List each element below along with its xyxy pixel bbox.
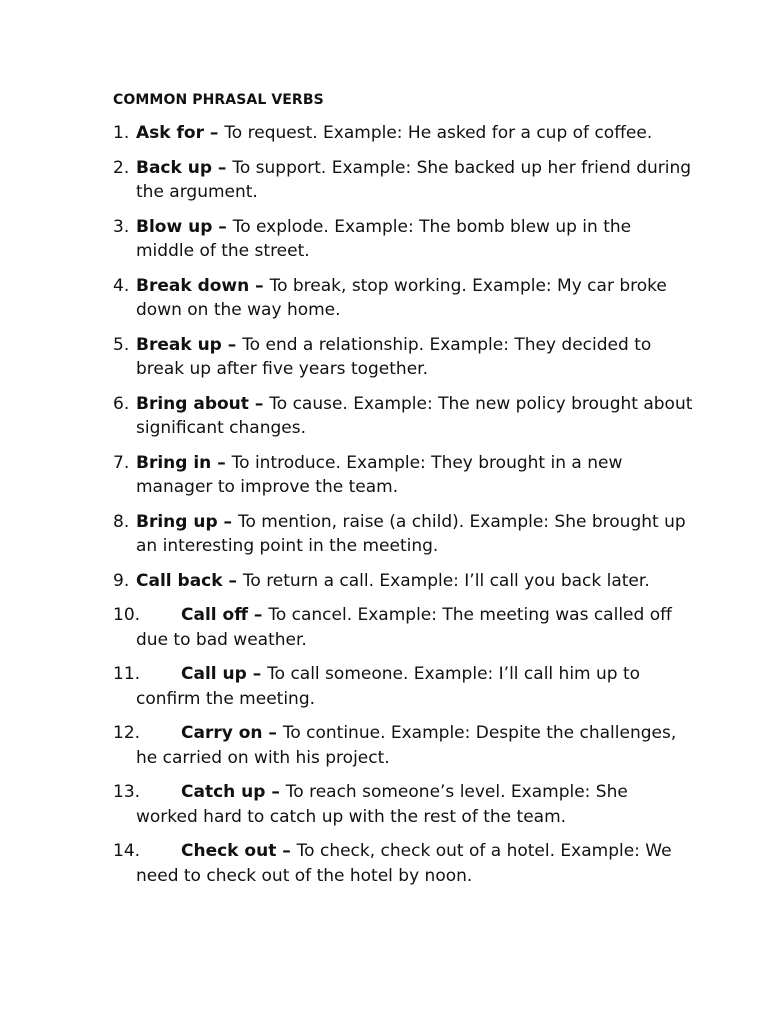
item-number: 7. [113, 452, 130, 473]
term-separator: – [276, 841, 297, 861]
phrasal-verb-term: Blow up [136, 216, 213, 237]
item-number: 2. [113, 157, 130, 178]
phrasal-verb-term: Ask for [136, 123, 204, 143]
phrasal-verb-definition: To continue. Example: Despite the challenges, he carried on with his project. [136, 723, 677, 768]
phrasal-verb-term: Break down [136, 275, 250, 296]
phrasal-verb-term: Carry on [181, 723, 263, 743]
list-item [113, 839, 693, 888]
list-item [113, 721, 693, 770]
item-number: 6. [113, 393, 130, 414]
item-number: 9. [113, 570, 130, 591]
phrasal-verb-definition: To support. Example: She backed up her friend during the argument. [136, 157, 692, 202]
phrasal-verb-term: Bring in [136, 452, 212, 473]
list-item [113, 274, 693, 323]
phrasal-verb-definition: To mention, raise (a child). Example: She brought up an interesting point in the meeting. [136, 511, 686, 556]
phrasal-verb-definition: To cancel. Example: The meeting was called off due to bad weather. [136, 605, 672, 650]
phrasal-verb-definition: To check, check out of a hotel. Example: We need to check out of the hotel by noon. [136, 841, 672, 886]
list-item [113, 603, 693, 652]
item-number: 12. [113, 723, 141, 743]
phrasal-verb-term: Back up [136, 157, 213, 178]
phrasal-verb-term: Call off [181, 605, 248, 625]
phrasal-verb-definition: To cause. Example: The new policy brought about significant changes. [136, 393, 693, 438]
phrasal-verb-definition: To call someone. Example: I’ll call him up to confirm the meeting. [136, 664, 641, 709]
term-separator: – [249, 275, 270, 296]
phrasal-verb-term: Check out [181, 841, 277, 861]
item-number: 13. [113, 782, 141, 802]
list-item [113, 662, 693, 711]
term-separator: – [247, 605, 269, 625]
phrasal-verb-term: Call up [181, 664, 247, 684]
term-separator: – [203, 123, 225, 143]
list-item [113, 121, 693, 146]
phrasal-verb-definition: To return a call. Example: I’ll call you back later. [242, 570, 650, 591]
phrasal-verb-term: Call back [136, 570, 223, 591]
phrasal-verb-term: Bring about [136, 393, 249, 414]
list-item [113, 569, 693, 594]
phrasal-verb-term: Break up [136, 334, 222, 355]
phrasal-verb-definition: To break, stop working. Example: My car broke down on the way home. [136, 275, 667, 320]
item-number: 14. [113, 841, 141, 861]
list-item [113, 392, 693, 441]
term-separator: – [246, 664, 268, 684]
term-separator: – [211, 452, 232, 473]
term-separator: – [212, 216, 233, 237]
list-item [113, 780, 693, 829]
term-separator: – [248, 393, 270, 414]
list-item [113, 510, 693, 559]
phrasal-verb-definition: To reach someone’s level. Example: She worked hard to catch up with the rest of the team. [136, 782, 628, 827]
term-separator: – [262, 723, 283, 743]
phrasal-verb-term: Bring up [136, 511, 218, 532]
term-separator: – [212, 157, 233, 178]
list-item [113, 156, 693, 205]
phrasal-verb-definition: To explode. Example: The bomb blew up in the middle of the street. [136, 216, 632, 261]
item-number: 1. [113, 123, 130, 143]
item-number: 8. [113, 511, 130, 532]
term-separator: – [221, 334, 243, 355]
document-title: COMMON PHRASAL VERBS [113, 92, 324, 108]
item-number: 5. [113, 334, 130, 355]
phrasal-verb-term: Catch up [181, 782, 266, 802]
term-separator: – [265, 782, 286, 802]
phrasal-verb-list [113, 121, 693, 898]
list-item [113, 215, 693, 264]
item-number: 11. [113, 664, 141, 684]
list-item [113, 451, 693, 500]
term-separator: – [222, 570, 243, 591]
list-item [113, 333, 693, 382]
item-number: 10. [113, 605, 141, 625]
phrasal-verb-definition: To end a relationship. Example: They decided to break up after five years together. [136, 334, 652, 379]
phrasal-verb-definition: To request. Example: He asked for a cup of coffee. [224, 123, 653, 143]
item-number: 4. [113, 275, 130, 296]
phrasal-verb-definition: To introduce. Example: They brought in a new manager to improve the team. [136, 452, 623, 497]
item-number: 3. [113, 216, 130, 237]
term-separator: – [217, 511, 238, 532]
